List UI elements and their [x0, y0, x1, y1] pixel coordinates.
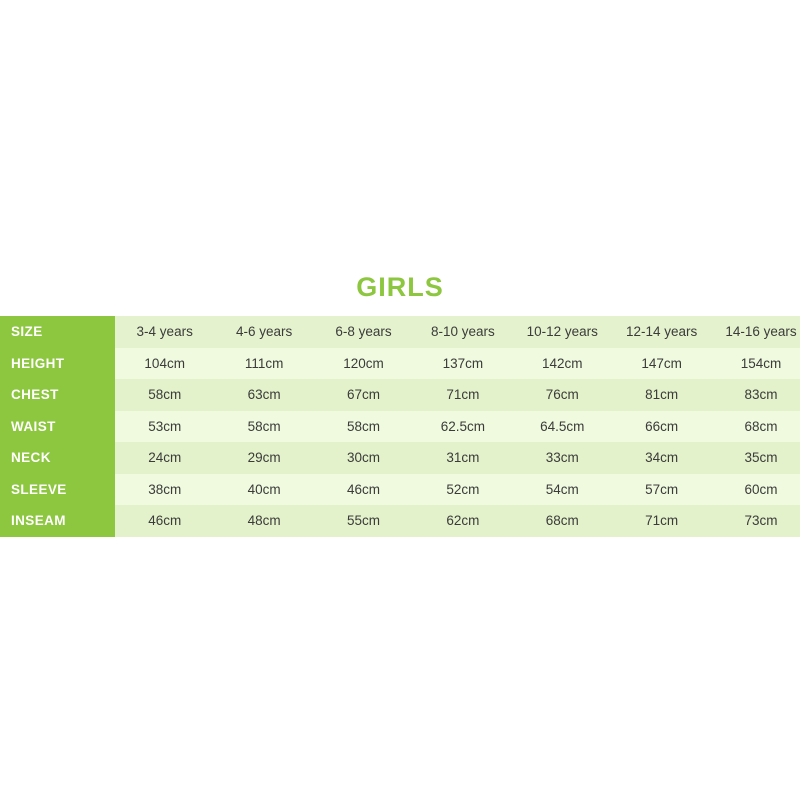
size-chart-table: [0, 316, 800, 537]
table-header-row: [0, 316, 800, 348]
cell-inseam-8-10-years: 62cm: [413, 505, 512, 537]
column-header-size: SIZE: [0, 316, 115, 348]
cell-height-10-12-years: 142cm: [513, 348, 612, 380]
cell-waist-8-10-years: 62.5cm: [413, 411, 512, 443]
cell-inseam-12-14-years: 71cm: [612, 505, 711, 537]
table-row: [0, 379, 800, 411]
cell-chest-3-4-years: 58cm: [115, 379, 214, 411]
cell-neck-4-6-years: 29cm: [214, 442, 313, 474]
cell-height-4-6-years: 111cm: [214, 348, 313, 380]
cell-inseam-10-12-years: 68cm: [513, 505, 612, 537]
cell-waist-14-16-years: 68cm: [711, 411, 800, 443]
page-title: GIRLS: [356, 272, 444, 302]
table-body: [0, 348, 800, 537]
cell-waist-12-14-years: 66cm: [612, 411, 711, 443]
cell-waist-10-12-years: 64.5cm: [513, 411, 612, 443]
cell-sleeve-3-4-years: 38cm: [115, 474, 214, 506]
cell-chest-14-16-years: 83cm: [711, 379, 800, 411]
table-header: [0, 316, 800, 348]
cell-neck-8-10-years: 31cm: [413, 442, 512, 474]
cell-inseam-4-6-years: 48cm: [214, 505, 313, 537]
row-label-waist: WAIST: [0, 411, 115, 443]
cell-inseam-14-16-years: 73cm: [711, 505, 800, 537]
column-header-4-6-years: 4-6 years: [214, 316, 313, 348]
cell-sleeve-6-8-years: 46cm: [314, 474, 413, 506]
cell-height-14-16-years: 154cm: [711, 348, 800, 380]
cell-height-12-14-years: 147cm: [612, 348, 711, 380]
size-chart-table-wrapper: [0, 316, 800, 537]
cell-sleeve-14-16-years: 60cm: [711, 474, 800, 506]
cell-inseam-3-4-years: 46cm: [115, 505, 214, 537]
cell-inseam-6-8-years: 55cm: [314, 505, 413, 537]
cell-height-6-8-years: 120cm: [314, 348, 413, 380]
cell-sleeve-12-14-years: 57cm: [612, 474, 711, 506]
cell-neck-6-8-years: 30cm: [314, 442, 413, 474]
cell-sleeve-10-12-years: 54cm: [513, 474, 612, 506]
column-header-6-8-years: 6-8 years: [314, 316, 413, 348]
row-label-sleeve: SLEEVE: [0, 474, 115, 506]
table-row: [0, 442, 800, 474]
column-header-14-16-years: 14-16 years: [711, 316, 800, 348]
table-row: [0, 505, 800, 537]
cell-sleeve-8-10-years: 52cm: [413, 474, 512, 506]
cell-chest-10-12-years: 76cm: [513, 379, 612, 411]
cell-chest-4-6-years: 63cm: [214, 379, 313, 411]
cell-waist-6-8-years: 58cm: [314, 411, 413, 443]
table-row: [0, 348, 800, 380]
row-label-neck: NECK: [0, 442, 115, 474]
cell-waist-4-6-years: 58cm: [214, 411, 313, 443]
cell-neck-14-16-years: 35cm: [711, 442, 800, 474]
table-row: [0, 411, 800, 443]
column-header-10-12-years: 10-12 years: [513, 316, 612, 348]
cell-neck-3-4-years: 24cm: [115, 442, 214, 474]
cell-height-3-4-years: 104cm: [115, 348, 214, 380]
cell-neck-10-12-years: 33cm: [513, 442, 612, 474]
cell-height-8-10-years: 137cm: [413, 348, 512, 380]
cell-chest-12-14-years: 81cm: [612, 379, 711, 411]
row-label-chest: CHEST: [0, 379, 115, 411]
cell-sleeve-4-6-years: 40cm: [214, 474, 313, 506]
table-row: [0, 474, 800, 506]
column-header-3-4-years: 3-4 years: [115, 316, 214, 348]
cell-chest-6-8-years: 67cm: [314, 379, 413, 411]
cell-chest-8-10-years: 71cm: [413, 379, 512, 411]
cell-waist-3-4-years: 53cm: [115, 411, 214, 443]
cell-neck-12-14-years: 34cm: [612, 442, 711, 474]
row-label-inseam: INSEAM: [0, 505, 115, 537]
column-header-8-10-years: 8-10 years: [413, 316, 512, 348]
column-header-12-14-years: 12-14 years: [612, 316, 711, 348]
row-label-height: HEIGHT: [0, 348, 115, 380]
